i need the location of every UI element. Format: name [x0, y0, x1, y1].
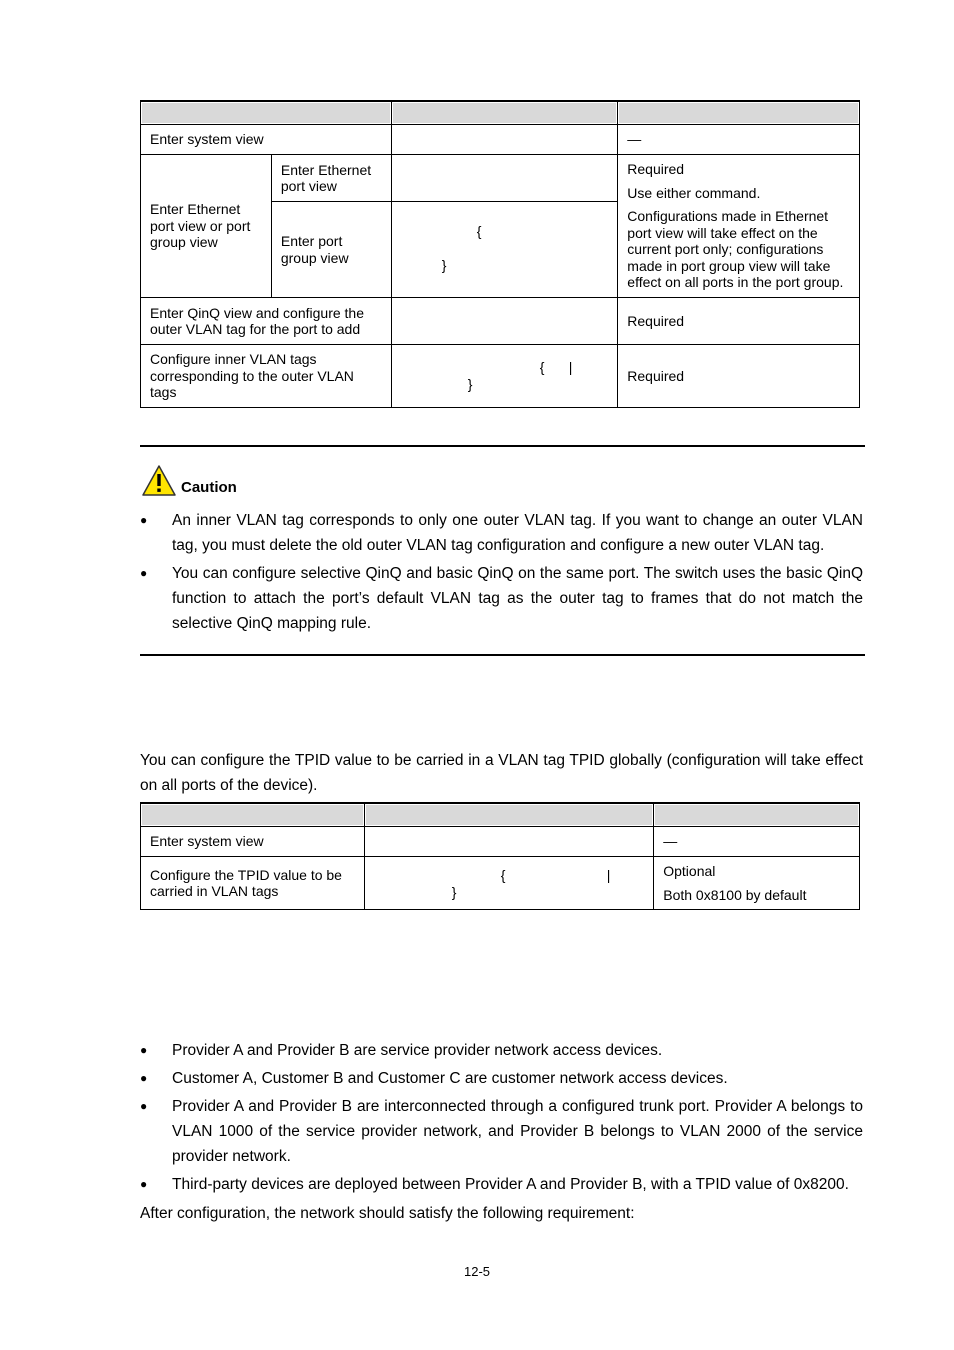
remarks-cell	[654, 857, 860, 910]
command-cell	[391, 155, 618, 202]
list-item-text: You can configure selective QinQ and basic QinQ on the same port. The switch uses the basic QinQ function to attach the port’s default VLAN tag as the outer tag to frames that do not match the selective QinQ mapping rule.	[172, 565, 863, 632]
header-cell	[391, 101, 618, 125]
list-item	[140, 1038, 863, 1063]
list-item-text: Customer A, Customer B and Customer C are customer network access devices.	[172, 1070, 728, 1087]
list-item	[140, 1066, 863, 1091]
bullet-icon: ●	[140, 513, 148, 527]
list-item	[140, 508, 863, 558]
list-item	[140, 561, 863, 636]
remarks-cell: Required	[618, 298, 860, 345]
caution-label: Caution	[181, 479, 237, 496]
header-cell	[364, 803, 654, 827]
command-cell	[364, 857, 654, 910]
table-row	[141, 298, 860, 345]
operation-cell: Enter system view	[141, 827, 365, 857]
remarks-cell: Required	[618, 345, 860, 408]
header-cell	[141, 803, 365, 827]
list-item-text: Provider A and Provider B are service provider network access devices.	[172, 1042, 663, 1059]
operation-cell: Configure inner VLAN tags corresponding to the outer VLAN tags	[141, 345, 392, 408]
operation-cell: Enter system view	[141, 125, 392, 155]
caution-box	[140, 445, 865, 656]
command-cell	[391, 125, 618, 155]
table-row	[141, 827, 860, 857]
remarks-cell	[618, 155, 860, 298]
operation-cell: Configure the TPID value to be carried in VLAN tags	[141, 857, 365, 910]
list-item-text: Third-party devices are deployed between Provider A and Provider B, with a TPID value of 0x8200.	[172, 1176, 849, 1193]
brace-open: {	[539, 359, 545, 375]
table-row	[141, 345, 860, 408]
brace-close: }	[441, 257, 447, 273]
remarks-line: Use either command.	[627, 184, 761, 201]
caution-list	[140, 508, 863, 639]
sub-operation-cell: Enter port group view	[271, 202, 391, 298]
remarks-line: Required	[627, 161, 685, 177]
list-item	[140, 1172, 863, 1197]
command-cell	[391, 298, 618, 345]
table-row	[141, 155, 860, 202]
pipe-separator: |	[606, 867, 611, 883]
brace-open: {	[500, 867, 506, 883]
warning-triangle-icon	[141, 464, 177, 498]
pipe-separator: |	[568, 359, 573, 375]
bullet-icon: ●	[140, 1071, 148, 1085]
operation-cell: Enter QinQ view and configure the outer VLAN tag for the port to add	[141, 298, 392, 345]
remarks-cell: —	[618, 125, 860, 155]
qinq-config-table	[140, 100, 860, 408]
after-config-paragraph: After configuration, the network should satisfy the following requirement:	[140, 1205, 635, 1222]
bullet-icon: ●	[140, 1099, 148, 1113]
tpid-config-table	[140, 802, 860, 910]
command-cell	[364, 827, 654, 857]
bullet-icon: ●	[140, 566, 148, 580]
brace-close: }	[467, 376, 473, 392]
command-cell	[391, 202, 618, 298]
list-item	[140, 1094, 863, 1169]
header-cell	[618, 101, 860, 125]
sub-operation-cell: Enter Ethernet port view	[271, 155, 391, 202]
page-number: 12-5	[463, 1264, 491, 1279]
header-cell	[654, 803, 860, 827]
header-cell	[141, 101, 392, 125]
remarks-line: Both 0x8100 by default	[663, 886, 807, 903]
remarks-cell: —	[654, 827, 860, 857]
network-requirements-list	[140, 1038, 863, 1200]
list-item-text: Provider A and Provider B are interconnected through a configured trunk port. Provider A belongs to VLAN 1000 of the service provider network, and Provider B belongs to VLAN 2000 of the service provider network.	[172, 1098, 863, 1165]
table-header-row	[141, 101, 860, 125]
brace-close: }	[451, 884, 457, 900]
command-cell	[391, 345, 618, 408]
table-row	[141, 125, 860, 155]
brace-open: {	[476, 223, 482, 239]
bullet-icon: ●	[140, 1043, 148, 1057]
table-header-row	[141, 803, 860, 827]
list-item-text: An inner VLAN tag corresponds to only one outer VLAN tag. If you want to change an outer VLAN tag, you must delete the old outer VLAN tag configuration and configure a new outer VLAN tag.	[172, 512, 863, 554]
remarks-line: Configurations made in Ethernet port view will take effect on the current port only; configurations made in port group view will take effect on all ports in the port group.	[627, 208, 844, 290]
remarks-line: Optional	[663, 863, 716, 879]
table-row	[141, 857, 860, 910]
bullet-icon: ●	[140, 1177, 148, 1191]
operation-cell: Enter Ethernet port view or port group view	[141, 155, 272, 298]
tpid-intro-paragraph: You can configure the TPID value to be carried in a VLAN tag TPID globally (configuration will take effect on all ports of the device).	[140, 752, 863, 794]
